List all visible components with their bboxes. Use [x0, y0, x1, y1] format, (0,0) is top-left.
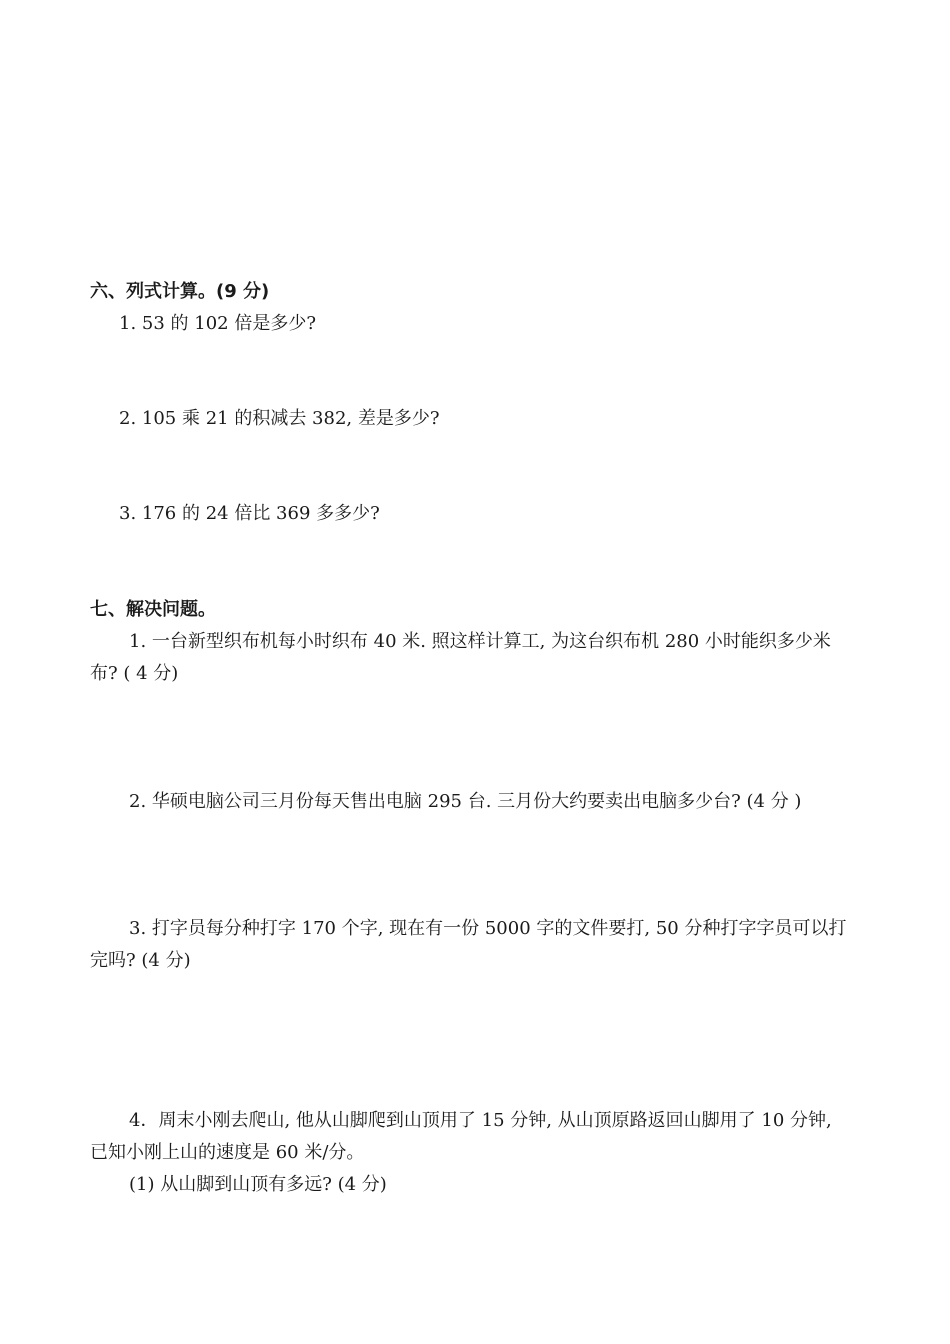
problem-3-line-1: 3. 打字员每分种打字 170 个字, 现在有一份 5000 字的文件要打, 50 分种打字字员可以打	[129, 918, 847, 939]
problem-3-line-2: 完吗? (4 分)	[90, 950, 191, 971]
problem-4-line-2: 已知小刚上山的速度是 60 米/分。	[90, 1142, 365, 1163]
section-6-question-2: 2. 105 乘 21 的积减去 382, 差是多少?	[119, 408, 440, 429]
section-7-heading: 七、解决问题。	[90, 599, 216, 620]
problem-1-line-1: 1. 一台新型织布机每小时织布 40 米. 照这样计算工, 为这台织布机 280 小时能织多少米	[129, 631, 831, 652]
section-6-heading: 六、列式计算。(9 分)	[90, 281, 270, 302]
problem-1-line-2: 布? ( 4 分)	[90, 663, 179, 684]
section-6-question-1: 1. 53 的 102 倍是多少?	[119, 313, 316, 334]
problem-4-subquestion-1: (1) 从山脚到山顶有多远? (4 分)	[129, 1174, 387, 1195]
section-6-question-3: 3. 176 的 24 倍比 369 多多少?	[119, 503, 380, 524]
problem-2: 2. 华硕电脑公司三月份每天售出电脑 295 台. 三月份大约要卖出电脑多少台? (4 分 )	[129, 791, 802, 812]
problem-4-line-1: 4．周末小刚去爬山, 他从山脚爬到山顶用了 15 分钟, 从山顶原路返回山脚用了 10 分钟,	[129, 1110, 832, 1131]
